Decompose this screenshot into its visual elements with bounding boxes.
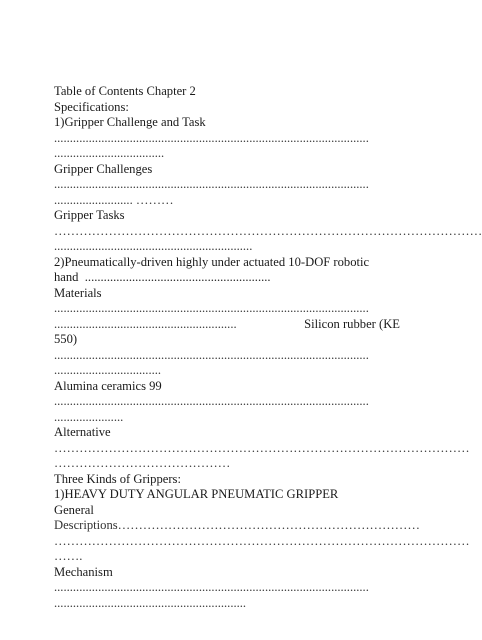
dot-leader: …………………………………… (54, 456, 231, 470)
dot-leader: ......................... ……… (54, 192, 174, 207)
toc-entry-heavy-duty-gripper: 1)HEAVY DUTY ANGULAR PNEUMATIC GRIPPER (54, 487, 339, 501)
toc-entry-gripper-challenges: Gripper Challenges (54, 161, 153, 176)
silicon-rubber-row (54, 317, 400, 333)
toc-entry-mechanism: Mechanism (54, 564, 113, 579)
toc-entry-general: General (54, 502, 94, 517)
toc-entry-gripper-challenge-task: 1)Gripper Challenge and Task (54, 115, 206, 129)
dot-leader: .................................................................................................... (54, 580, 369, 594)
toc-entry-three-kinds: Three Kinds of Grippers: (54, 471, 181, 486)
dot-leader: .................................. (54, 363, 162, 377)
dot-leader: ...................... (54, 409, 124, 424)
dot-leader: .......................................................... (54, 316, 237, 331)
toc-entry-pneumatic-hand-cont: hand ........................................................... (54, 270, 271, 284)
specifications-label: Specifications: (54, 99, 129, 114)
toc-heading: Table of Contents Chapter 2 (54, 84, 196, 98)
toc-entry-pneumatic-hand: 2)Pneumatically-driven highly under actuated 10-DOF robotic (54, 254, 370, 269)
toc-entry-alternative: Alternative (54, 425, 111, 439)
toc-entry-materials: Materials (54, 285, 102, 300)
dot-leader: ................................... (54, 146, 165, 160)
dot-leader: .................................................................................................... (54, 394, 369, 408)
toc-entry-silicon-rubber-cont: 550) (54, 332, 78, 346)
dot-leader: ……………………………………………………………………………………… (54, 533, 470, 548)
dot-leader: ............................................................. (54, 595, 247, 610)
toc-entry-alumina: Alumina ceramics 99 (54, 378, 162, 393)
dot-leader: ……. (54, 549, 83, 563)
dot-leader: .................................................................................................... (54, 301, 369, 315)
toc-entry-silicon-rubber: Silicon rubber (KE (304, 316, 400, 331)
dot-leader: ………………………………………………………………………………………… (54, 223, 482, 238)
dot-leader: ……………………………………………………………………………………… (54, 440, 470, 455)
dot-leader: .................................................................................................... (54, 177, 369, 191)
table-of-contents (54, 84, 482, 611)
dot-leader: ............................................................... (54, 239, 253, 253)
dot-leader: .................................................................................................... (54, 347, 369, 362)
toc-entry-descriptions: Descriptions……………………………………………………………… (54, 518, 420, 532)
dot-leader: .................................................................................................... (54, 130, 369, 145)
toc-entry-gripper-tasks: Gripper Tasks (54, 208, 125, 222)
